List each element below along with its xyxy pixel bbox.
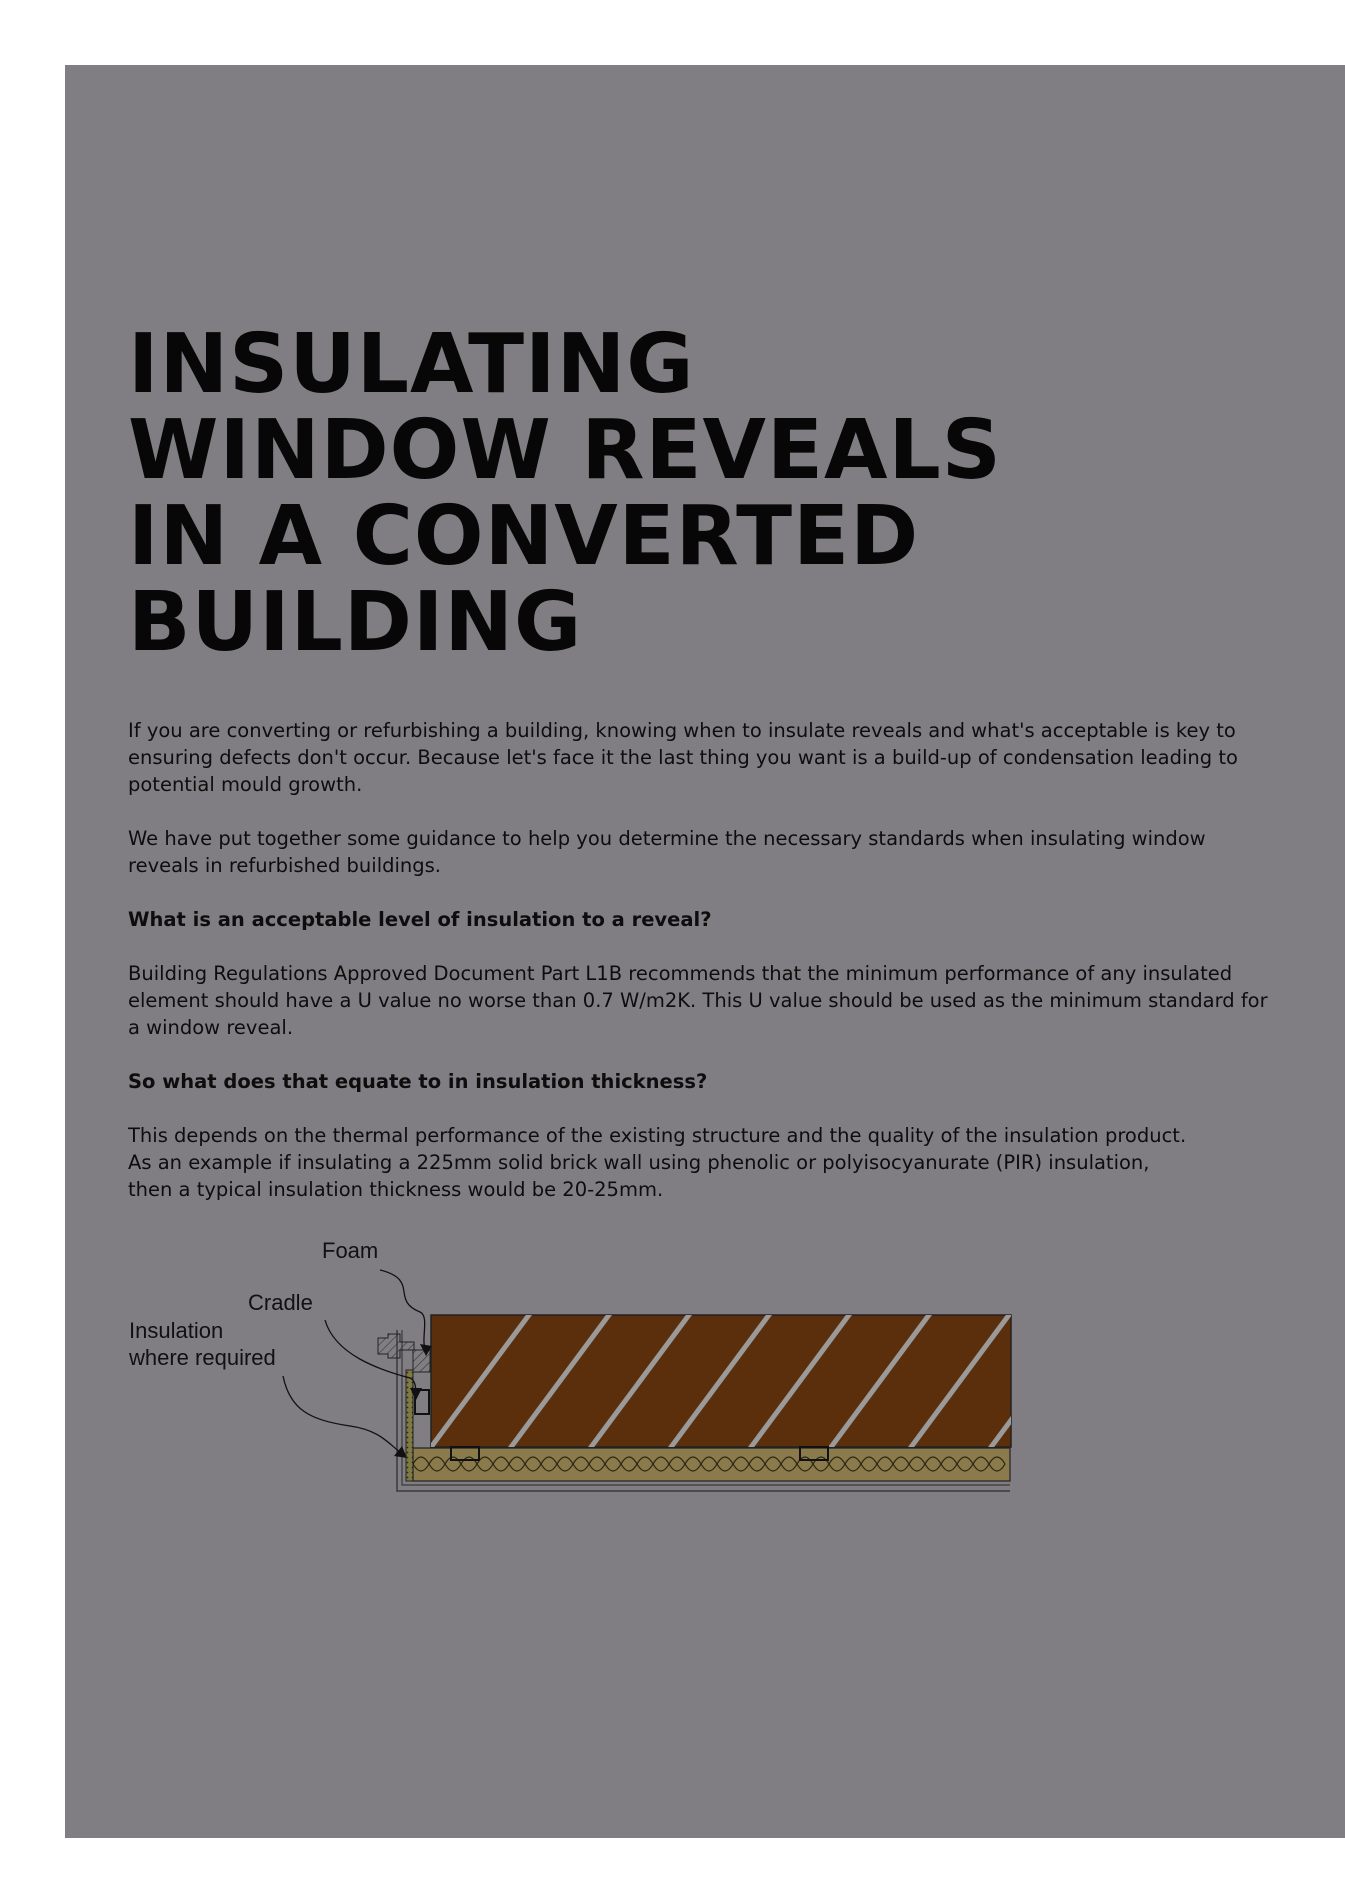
article-body (128, 717, 1268, 1230)
title-line-2: WINDOW REVEALS (128, 403, 1002, 498)
answer-2-line-3: then a typical insulation thickness would be 20-25mm. (128, 1178, 664, 1201)
reveal-insulation-strip (406, 1370, 413, 1481)
question-1-heading: What is an acceptable level of insulation to a reveal? (128, 908, 712, 931)
page-title (128, 317, 1228, 670)
insulation-layer (413, 1448, 1010, 1481)
insulation-arrowhead (394, 1446, 407, 1458)
intro-paragraph: If you are converting or refurbishing a building, knowing when to insulate reveals and what's acceptable is key to ensuring defects don't occur. Because let's face it the last thing you want is a build-up of condensation leading to potential mould growth. (128, 719, 1238, 796)
title-line-3: IN A CONVERTED (128, 489, 920, 584)
answer-2-line-2: As an example if insulating a 225mm solid brick wall using phenolic or polyisocyanurate (PIR) insulation, (128, 1151, 1150, 1174)
answer-2-paragraph (128, 1122, 1268, 1203)
label-insulation-line-1: Insulation (129, 1318, 224, 1343)
label-foam: Foam (322, 1238, 379, 1263)
question-2-heading: So what does that equate to in insulation thickness? (128, 1070, 708, 1093)
label-cradle: Cradle (248, 1290, 313, 1315)
sill-profile (378, 1334, 414, 1358)
diagram-svg (120, 1230, 1020, 1510)
answer-2-line-1: This depends on the thermal performance of the existing structure and the quality of the insulation product. (128, 1124, 1187, 1147)
guidance-paragraph: We have put together some guidance to help you determine the necessary standards when insulating window reveals in refurbished buildings. (128, 827, 1206, 877)
title-line-4: BUILDING (128, 575, 583, 670)
title-line-1: INSULATING (128, 317, 695, 412)
label-insulation-line-2: where required (129, 1345, 276, 1370)
insulation-leader (283, 1376, 400, 1452)
reveal-section-diagram (120, 1230, 1020, 1510)
answer-1-paragraph: Building Regulations Approved Document Part L1B recommends that the minimum performance of any insulated element should have a U value no worse than 0.7 W/m2K. This U value should be used as the minimum standard for a window reveal. (128, 962, 1268, 1039)
